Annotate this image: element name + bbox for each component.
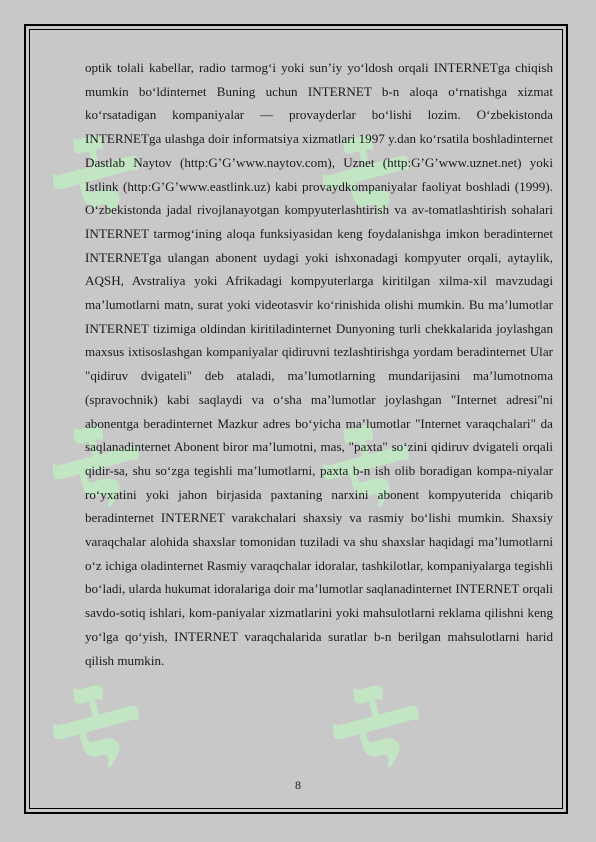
watermark-logo: ℵ	[29, 666, 163, 786]
page-number: 8	[295, 778, 301, 792]
watermark-logo: ℵ	[299, 406, 433, 526]
watermark-logo: ℵ	[299, 116, 433, 236]
watermark-logo: ℵ	[29, 116, 163, 236]
watermark-logo: ℵ	[309, 666, 443, 786]
watermark-logo: ℵ	[29, 406, 163, 526]
body-paragraph: optik tolali kabellar, radio tarmog‘i yoki sun’iy yo‘ldosh orqali INTERNETga chiqish mumkin bo‘ldinternet Buning uchun INTERNET b-n aloqa o‘rnatishga xizmat ko‘rsatadigan kompaniyalar — provayderlar bo‘lishi lozim. O‘zbekistonda INTERNETga ulashga doir informatsiya xizmatlari 1997 y.dan ko‘rsatila boshladinternet Dastlab Naytov (http:G’G’www.naytov.com), Uznet (http:G’G’www.uznet.net) yoki Istlink (http:G’G’www.eastlink.uz) kabi provaydkompaniyalar faoliyat boshladi (1999). O‘zbekistonda jadal rivojlanayotgan kompyuterlashtirish va av-tomatlashtirish sohalari INTERNET tarmog‘ining aloqa funksiyasidan keng foydalanishga imkon beradinternet INTERNETga ulangan abonent uydagi yoki ishxonadagi kompyuter orqali, aytaylik, AQSH, Avstraliya yoki Afrikadagi kompyuterlarga kiritilgan xilma-xil mavzudagi ma’lumotlarni matn, surat yoki videotasvir ko‘rinishida olishi mumkin. Bu ma’lumotlar INTERNET tizimiga oldindan kiritiladinternet Dunyoning turli chekkalarida joylashgan maxsus ixtisoslashgan kompaniyalar qidiruvni tezlashtirishga yordam beradinternet Ular "qidiruv dvigateli" deb ataladi, ma’lumotlarning mundarijasini ma’lumotnoma (spravochnik) kabi saqlaydi va o‘sha ma’lumotlar joylashgan "Internet adresi"ni abonentga beradinternet Mazkur adres bo‘yicha ma’lumotlar "Internet varaqchalari" da saqlanadinternet Abonent biror ma’lumotni, mas, "paxta" so‘zini qidiruv dvigateli orqali qidir-sa, shu so‘zga tegishli ma’lumotlarni, paxta b-n ish olib boradigan kompa-niyalar ro‘yxatini yoki jahon birjasida paxtaning narxini abonent kompyuterida chiqarib beradinternet INTERNET varakchalari shaxsiy va rasmiy bo‘lishi mumkin. Shaxsiy varaqchalar alohida shaxslar tomonidan tuziladi va shu shaxslar haqidagi ma’lumotlarni o‘z ichiga oladinternet Rasmiy varaqchalar idoralar, tashkilotlar, kompaniyalarga tegishli bo‘ladi, ularda hukumat idoralariga doir ma’lumotlar saqlanadinternet INTERNET orqali savdo-sotiq ishlari, kom-paniyalar xizmatlarini yoki mahsulotlarni reklama qilishni keng yo‘lga qo‘yish, INTERNET varaqchalarida suratlar b-n berilgan mahsulotlarni harid qilish mumkin.	[85, 60, 553, 668]
